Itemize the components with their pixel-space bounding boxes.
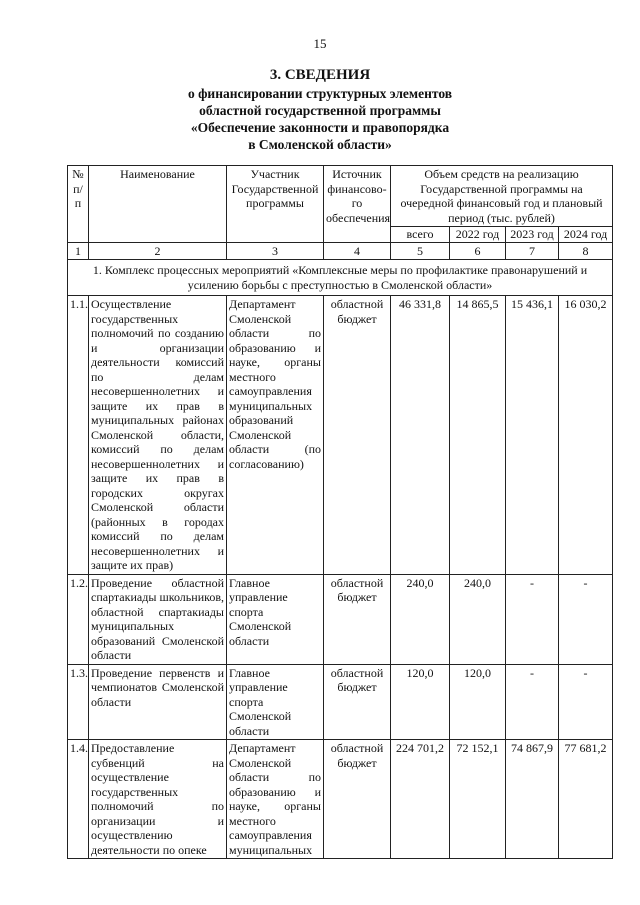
row-participant: Главное управление спорта Смоленской области <box>227 664 324 740</box>
row-participant: Департамент Смоленской области по образованию и науке, органы местного самоуправления муниципальных <box>227 740 324 859</box>
header-2022: 2022 год <box>450 227 506 243</box>
row-2023: 15 436,1 <box>506 296 559 575</box>
row-2024: - <box>559 574 613 664</box>
title-line-4: «Обеспечение законности и правопорядка <box>190 120 450 135</box>
title-line-3: областной государственной программы <box>199 103 441 118</box>
row-2024: 77 681,2 <box>559 740 613 859</box>
row-source: областной бюджет <box>324 740 391 859</box>
section-row <box>68 260 613 296</box>
row-name: Проведение областной спартакиады школьников, областной спартакиады муниципальных образований Смоленской области <box>89 574 227 664</box>
header-2023: 2023 год <box>506 227 559 243</box>
header-participant: Участник Государственной программы <box>227 166 324 243</box>
row-2023: - <box>506 574 559 664</box>
row-name: Предоставление субвенций на осуществление государственных полномочий по организации и осуществлению деятельности по опеке <box>89 740 227 859</box>
row-participant: Департамент Смоленской области по образованию и науке, органы местного самоуправления муниципальных образований Смоленской области (по согласованию) <box>227 296 324 575</box>
title-line-5: в Смоленской области» <box>248 137 392 152</box>
header-source: Источник финансово-го обеспечения <box>324 166 391 243</box>
financing-table <box>67 165 613 859</box>
row-participant: Главное управление спорта Смоленской области <box>227 574 324 664</box>
row-num: 1.3. <box>68 664 89 740</box>
header-num: № п/п <box>68 166 89 243</box>
row-total: 240,0 <box>391 574 450 664</box>
title-line-1: 3. СВЕДЕНИЯ <box>269 67 371 83</box>
row-2022: 240,0 <box>450 574 506 664</box>
row-num: 1.4. <box>68 740 89 859</box>
header-volume: Объем средств на реализацию Государственной программы на очередной финансовый год и плановый период (тыс. рублей) <box>391 166 613 227</box>
row-num: 1.1. <box>68 296 89 575</box>
row-2022: 14 865,5 <box>450 296 506 575</box>
title-line-2: о финансировании структурных элементов <box>187 86 453 101</box>
document-title <box>0 66 640 153</box>
col-number: 3 <box>227 242 324 260</box>
row-num: 1.2. <box>68 574 89 664</box>
row-name: Осуществление государственных полномочий по созданию и организации деятельности комиссий по делам несовершеннолетних и защите их прав в муниципальных районах Смоленской области, комиссий по делам несовершеннолетних и защите их прав в городских округах Смоленской области (районных в городах комиссий по делам несовершеннолетних и защите их прав) <box>89 296 227 575</box>
row-source: областной бюджет <box>324 664 391 740</box>
row-source: областной бюджет <box>324 574 391 664</box>
column-number-row <box>68 242 613 260</box>
col-number: 4 <box>324 242 391 260</box>
table-row <box>68 740 613 859</box>
row-name: Проведение первенств и чемпионатов Смоленской области <box>89 664 227 740</box>
col-number: 5 <box>391 242 450 260</box>
header-2024: 2024 год <box>559 227 613 243</box>
row-2023: 74 867,9 <box>506 740 559 859</box>
section-title: 1. Комплекс процессных мероприятий «Комплексные меры по профилактике правонарушений и усилению борьбы с преступностью в Смоленской области» <box>68 260 613 296</box>
row-2024: 16 030,2 <box>559 296 613 575</box>
col-number: 1 <box>68 242 89 260</box>
row-2023: - <box>506 664 559 740</box>
header-row <box>68 166 613 227</box>
header-total: всего <box>391 227 450 243</box>
col-number: 2 <box>89 242 227 260</box>
table-row <box>68 296 613 575</box>
table-row <box>68 574 613 664</box>
row-total: 224 701,2 <box>391 740 450 859</box>
table-row <box>68 664 613 740</box>
row-total: 120,0 <box>391 664 450 740</box>
row-total: 46 331,8 <box>391 296 450 575</box>
row-2022: 120,0 <box>450 664 506 740</box>
col-number: 6 <box>450 242 506 260</box>
header-name: Наименование <box>89 166 227 243</box>
row-2024: - <box>559 664 613 740</box>
col-number: 8 <box>559 242 613 260</box>
row-2022: 72 152,1 <box>450 740 506 859</box>
row-source: областной бюджет <box>324 296 391 575</box>
col-number: 7 <box>506 242 559 260</box>
page-number: 15 <box>313 36 327 51</box>
